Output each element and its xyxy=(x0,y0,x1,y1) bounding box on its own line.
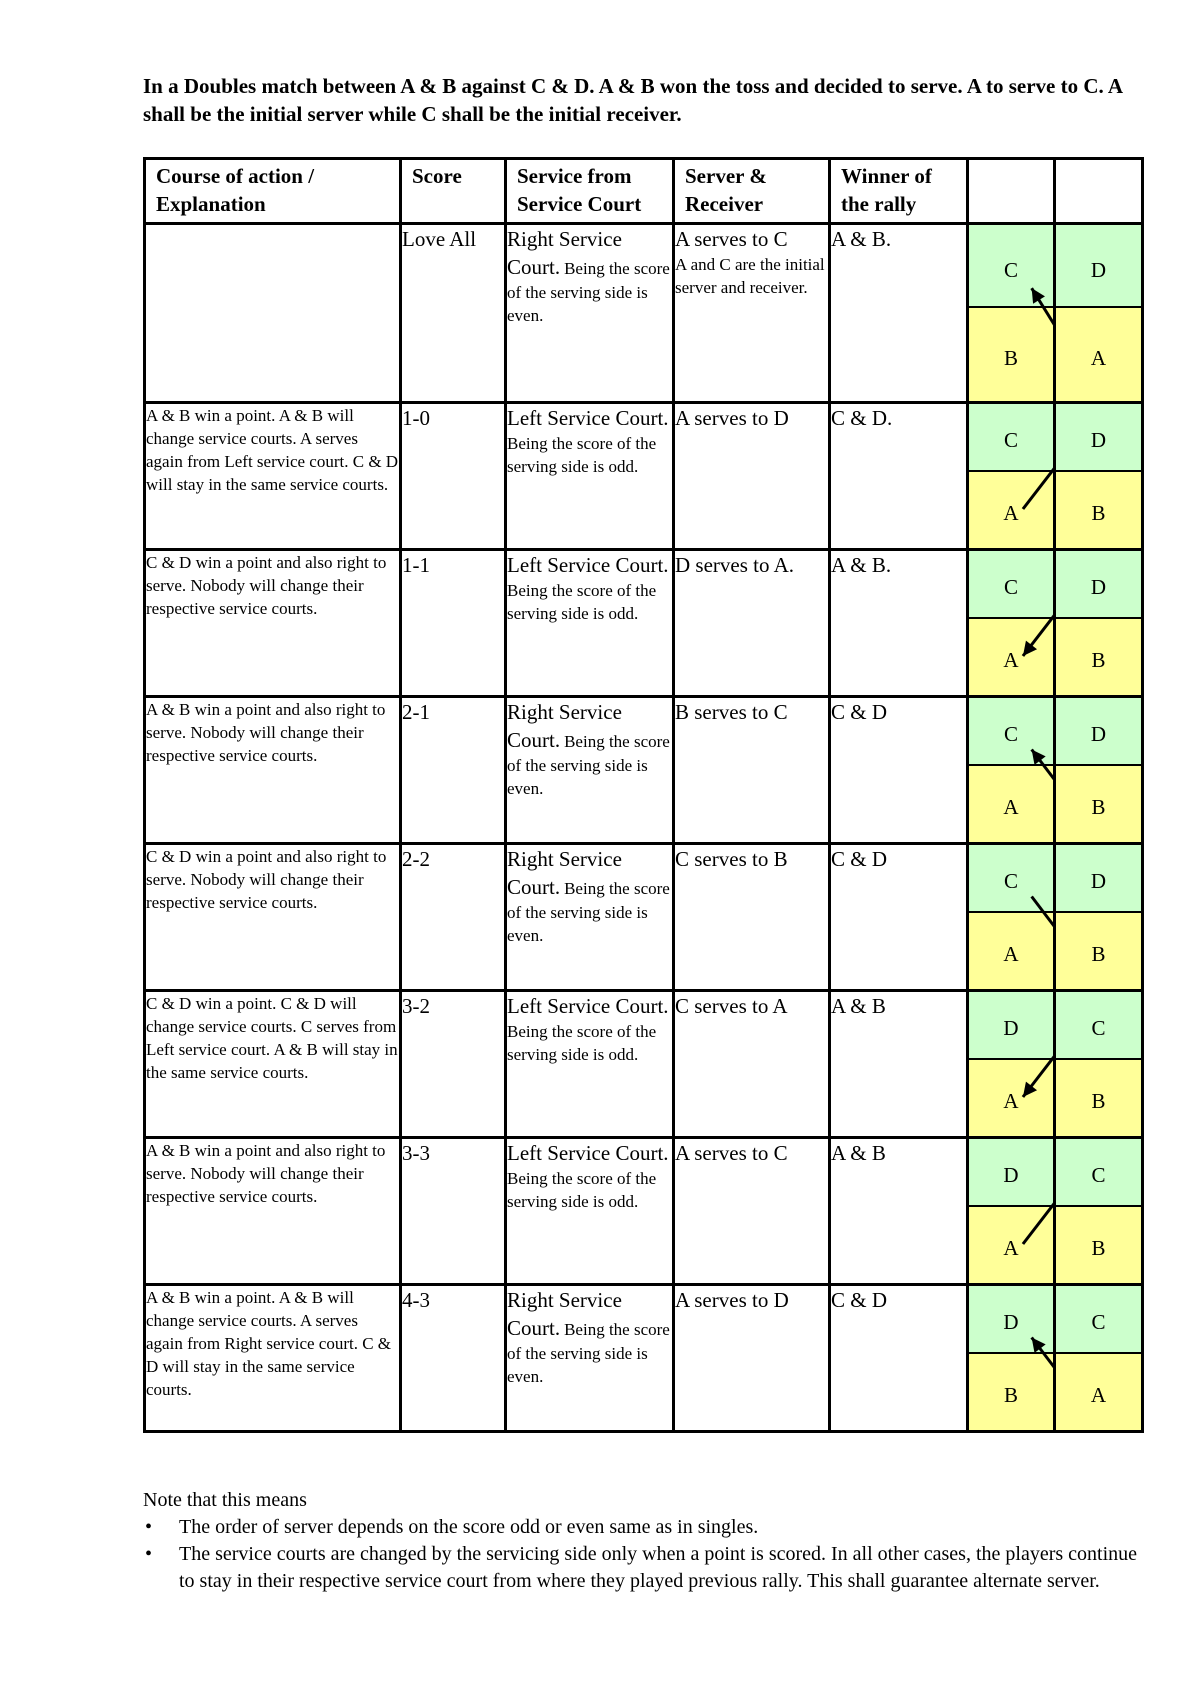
table-row xyxy=(145,403,1143,550)
serving-court xyxy=(1056,911,1141,989)
serving-court xyxy=(1056,764,1141,842)
player-label: B xyxy=(1091,1089,1106,1113)
service-court-label: Right Service Court. xyxy=(507,847,622,899)
player-label: C xyxy=(1003,258,1018,282)
table-row xyxy=(145,1285,1143,1432)
note-text: The order of server depends on the score odd or even same as in singles. xyxy=(179,1516,759,1538)
receiving-court xyxy=(1056,404,1141,470)
player-label: D xyxy=(1090,258,1107,282)
court-diagram-left xyxy=(968,550,1055,697)
rally-winner-cell: C & D xyxy=(830,697,968,844)
rally-winner-cell: A & B. xyxy=(830,550,968,697)
player-label: C xyxy=(1003,575,1018,599)
court-diagram-right xyxy=(1055,697,1143,844)
service-court-cell xyxy=(506,991,674,1138)
court-divider xyxy=(969,911,1053,913)
server-receiver-label: A serves to C xyxy=(675,1141,788,1165)
player-label: A xyxy=(1003,795,1019,819)
server-receiver-note: A and C are the initial server and receiver. xyxy=(675,255,825,297)
score-cell: Love All xyxy=(401,224,506,403)
player-label: D xyxy=(1090,869,1107,893)
court-diagram-right xyxy=(1055,1285,1143,1432)
service-court-note: Being the score of the serving side is odd. xyxy=(507,1022,657,1064)
receiving-court xyxy=(1056,225,1141,306)
court-divider xyxy=(1056,911,1141,913)
service-court-note: Being the score of the serving side is even. xyxy=(507,259,670,325)
player-label: C xyxy=(1003,722,1018,746)
server-receiver-cell xyxy=(674,403,830,550)
player-label: D xyxy=(1090,722,1107,746)
player-label: B xyxy=(1003,346,1018,370)
player-label: A xyxy=(1090,346,1107,370)
rally-winner-cell: A & B. xyxy=(830,224,968,403)
table-body xyxy=(145,224,1143,1432)
bullet-icon: • xyxy=(145,1516,153,1538)
court-divider xyxy=(1056,1058,1141,1060)
player-label: B xyxy=(1091,501,1106,525)
court-diagram-left xyxy=(968,224,1055,403)
player-label: A xyxy=(1003,942,1019,966)
service-court-cell xyxy=(506,1285,674,1432)
rally-winner-cell: C & D xyxy=(830,1285,968,1432)
court-divider xyxy=(1056,617,1141,619)
court-diagram-right xyxy=(1055,403,1143,550)
court-diagram-right xyxy=(1055,991,1143,1138)
court-divider xyxy=(969,306,1053,308)
court-diagram-left xyxy=(968,1285,1055,1432)
receiving-court xyxy=(969,992,1053,1058)
service-court-label: Left Service Court. xyxy=(507,406,669,430)
player-label: B xyxy=(1091,942,1106,966)
serving-court xyxy=(969,1352,1053,1430)
serving-court xyxy=(969,764,1053,842)
header-blank-1 xyxy=(968,159,1055,224)
rally-winner-cell: C & D. xyxy=(830,403,968,550)
score-cell: 1-1 xyxy=(401,550,506,697)
service-court-label: Right Service Court. xyxy=(507,1288,622,1340)
player-label: B xyxy=(1003,1383,1018,1407)
player-label: B xyxy=(1091,648,1106,672)
receiving-court xyxy=(969,404,1053,470)
table-row xyxy=(145,1138,1143,1285)
note-item xyxy=(143,1541,1153,1595)
service-court-note: Being the score of the serving side is even. xyxy=(507,1320,670,1386)
server-receiver-label: A serves to D xyxy=(675,1288,789,1312)
bullet-icon: • xyxy=(145,1543,153,1565)
court-diagram-left xyxy=(968,844,1055,991)
header-blank-2 xyxy=(1055,159,1143,224)
service-court-cell xyxy=(506,224,674,403)
court-divider xyxy=(1056,764,1141,766)
player-label: D xyxy=(1003,1163,1019,1187)
court-diagram-right xyxy=(1055,550,1143,697)
receiving-court xyxy=(969,551,1053,617)
header-winner: Winner of the rally xyxy=(830,159,968,224)
court-diagram-right xyxy=(1055,224,1143,403)
header-server: Server & Receiver xyxy=(674,159,830,224)
serving-court xyxy=(969,306,1053,401)
server-receiver-label: C serves to B xyxy=(675,847,788,871)
service-court-cell xyxy=(506,844,674,991)
score-cell: 3-2 xyxy=(401,991,506,1138)
court-diagram-left xyxy=(968,991,1055,1138)
server-receiver-label: A serves to D xyxy=(675,406,789,430)
player-label: D xyxy=(1090,428,1107,452)
player-label: A xyxy=(1090,1383,1107,1407)
server-receiver-cell xyxy=(674,697,830,844)
serving-court xyxy=(1056,1058,1141,1136)
explanation-cell: A & B win a point. A & B will change service courts. A serves again from Left service court. C & D will stay in the same service courts. xyxy=(145,403,401,550)
receiving-court xyxy=(969,225,1053,306)
court-diagram-right xyxy=(1055,844,1143,991)
service-court-cell xyxy=(506,550,674,697)
player-label: B xyxy=(1091,1236,1106,1260)
server-receiver-label: C serves to A xyxy=(675,994,788,1018)
court-divider xyxy=(969,764,1053,766)
serving-court xyxy=(1056,617,1141,695)
court-divider xyxy=(1056,470,1141,472)
service-court-note: Being the score of the serving side is odd. xyxy=(507,581,657,623)
note-item xyxy=(143,1514,1153,1541)
court-divider xyxy=(969,1205,1053,1207)
player-label: C xyxy=(1003,869,1018,893)
service-court-note: Being the score of the serving side is odd. xyxy=(507,434,657,476)
doubles-service-table xyxy=(143,157,1144,1433)
server-receiver-cell xyxy=(674,991,830,1138)
service-court-label: Left Service Court. xyxy=(507,1141,669,1165)
explanation-cell: A & B win a point and also right to serve. Nobody will change their respective service courts. xyxy=(145,697,401,844)
player-label: A xyxy=(1003,1089,1019,1113)
player-label: B xyxy=(1091,795,1106,819)
header-service: Service from Service Court xyxy=(506,159,674,224)
court-divider xyxy=(1056,1205,1141,1207)
table-row xyxy=(145,550,1143,697)
player-label: A xyxy=(1003,1236,1019,1260)
player-label: C xyxy=(1091,1310,1106,1334)
serving-court xyxy=(969,617,1053,695)
player-label: C xyxy=(1091,1163,1106,1187)
service-court-label: Left Service Court. xyxy=(507,994,669,1018)
serving-court xyxy=(969,1205,1053,1283)
court-divider xyxy=(1056,1352,1141,1354)
player-label: C xyxy=(1091,1016,1106,1040)
court-divider xyxy=(969,470,1053,472)
notes-intro: Note that this means xyxy=(143,1489,307,1511)
service-court-cell xyxy=(506,403,674,550)
service-court-cell xyxy=(506,1138,674,1285)
notes-section xyxy=(143,1487,1153,1595)
service-court-cell xyxy=(506,697,674,844)
service-court-note: Being the score of the serving side is odd. xyxy=(507,1169,657,1211)
score-cell: 2-2 xyxy=(401,844,506,991)
explanation-cell: C & D win a point and also right to serve. Nobody will change their respective service courts. xyxy=(145,844,401,991)
service-court-note: Being the score of the serving side is even. xyxy=(507,879,670,945)
score-cell: 1-0 xyxy=(401,403,506,550)
receiving-court xyxy=(969,845,1053,911)
notes-list xyxy=(143,1514,1153,1595)
serving-court xyxy=(969,1058,1053,1136)
court-diagram-left xyxy=(968,697,1055,844)
server-receiver-label: A serves to C xyxy=(675,227,788,251)
server-receiver-cell xyxy=(674,1138,830,1285)
serving-court xyxy=(1056,306,1141,401)
explanation-cell: C & D win a point and also right to serve. Nobody will change their respective service courts. xyxy=(145,550,401,697)
server-receiver-cell xyxy=(674,550,830,697)
rally-winner-cell: A & B xyxy=(830,991,968,1138)
note-text: The service courts are changed by the servicing side only when a point is scored. In all other cases, the players continue to stay in their respective service court from where they played previous rally. This shall guarantee alternate server. xyxy=(179,1543,1138,1592)
table-row xyxy=(145,991,1143,1138)
header-course: Course of action / Explanation xyxy=(145,159,401,224)
score-cell: 2-1 xyxy=(401,697,506,844)
receiving-court xyxy=(969,698,1053,764)
court-divider xyxy=(969,617,1053,619)
service-court-note: Being the score of the serving side is even. xyxy=(507,732,670,798)
court-divider xyxy=(1056,306,1141,308)
header-score: Score xyxy=(401,159,506,224)
table-row xyxy=(145,844,1143,991)
player-label: D xyxy=(1090,575,1107,599)
player-label: D xyxy=(1003,1310,1019,1334)
receiving-court xyxy=(1056,551,1141,617)
table-header-row xyxy=(145,159,1143,224)
rally-winner-cell: A & B xyxy=(830,1138,968,1285)
serving-court xyxy=(1056,470,1141,548)
serving-court xyxy=(1056,1205,1141,1283)
rally-winner-cell: C & D xyxy=(830,844,968,991)
player-label: A xyxy=(1003,648,1019,672)
explanation-cell: A & B win a point and also right to serve. Nobody will change their respective service courts. xyxy=(145,1138,401,1285)
serving-court xyxy=(969,470,1053,548)
serving-court xyxy=(969,911,1053,989)
player-label: D xyxy=(1003,1016,1019,1040)
explanation-cell: A & B win a point. A & B will change service courts. A serves again from Right service court. C & D will stay in the same service courts. xyxy=(145,1285,401,1432)
receiving-court xyxy=(1056,845,1141,911)
server-receiver-cell xyxy=(674,1285,830,1432)
receiving-court xyxy=(969,1139,1053,1205)
court-diagram-right xyxy=(1055,1138,1143,1285)
receiving-court xyxy=(1056,698,1141,764)
intro-paragraph: In a Doubles match between A & B against C & D. A & B won the toss and decided to serve. A to serve to C. A shall be the initial server while C shall be the initial receiver. xyxy=(143,74,1122,126)
court-diagram-left xyxy=(968,403,1055,550)
service-court-label: Right Service Court. xyxy=(507,227,622,279)
receiving-court xyxy=(1056,1139,1141,1205)
explanation-cell: C & D win a point. C & D will change service courts. C serves from Left service court. A & B will stay in the same service courts. xyxy=(145,991,401,1138)
receiving-court xyxy=(1056,992,1141,1058)
score-cell: 3-3 xyxy=(401,1138,506,1285)
service-court-label: Right Service Court. xyxy=(507,700,622,752)
server-receiver-label: B serves to C xyxy=(675,700,788,724)
court-divider xyxy=(969,1058,1053,1060)
court-divider xyxy=(969,1352,1053,1354)
server-receiver-label: D serves to A. xyxy=(675,553,794,577)
table-row xyxy=(145,224,1143,403)
serving-court xyxy=(1056,1352,1141,1430)
player-label: A xyxy=(1003,501,1019,525)
receiving-court xyxy=(969,1286,1053,1352)
service-court-label: Left Service Court. xyxy=(507,553,669,577)
server-receiver-cell xyxy=(674,224,830,403)
explanation-cell xyxy=(145,224,401,403)
server-receiver-cell xyxy=(674,844,830,991)
player-label: C xyxy=(1003,428,1018,452)
score-cell: 4-3 xyxy=(401,1285,506,1432)
table-row xyxy=(145,697,1143,844)
court-diagram-left xyxy=(968,1138,1055,1285)
receiving-court xyxy=(1056,1286,1141,1352)
